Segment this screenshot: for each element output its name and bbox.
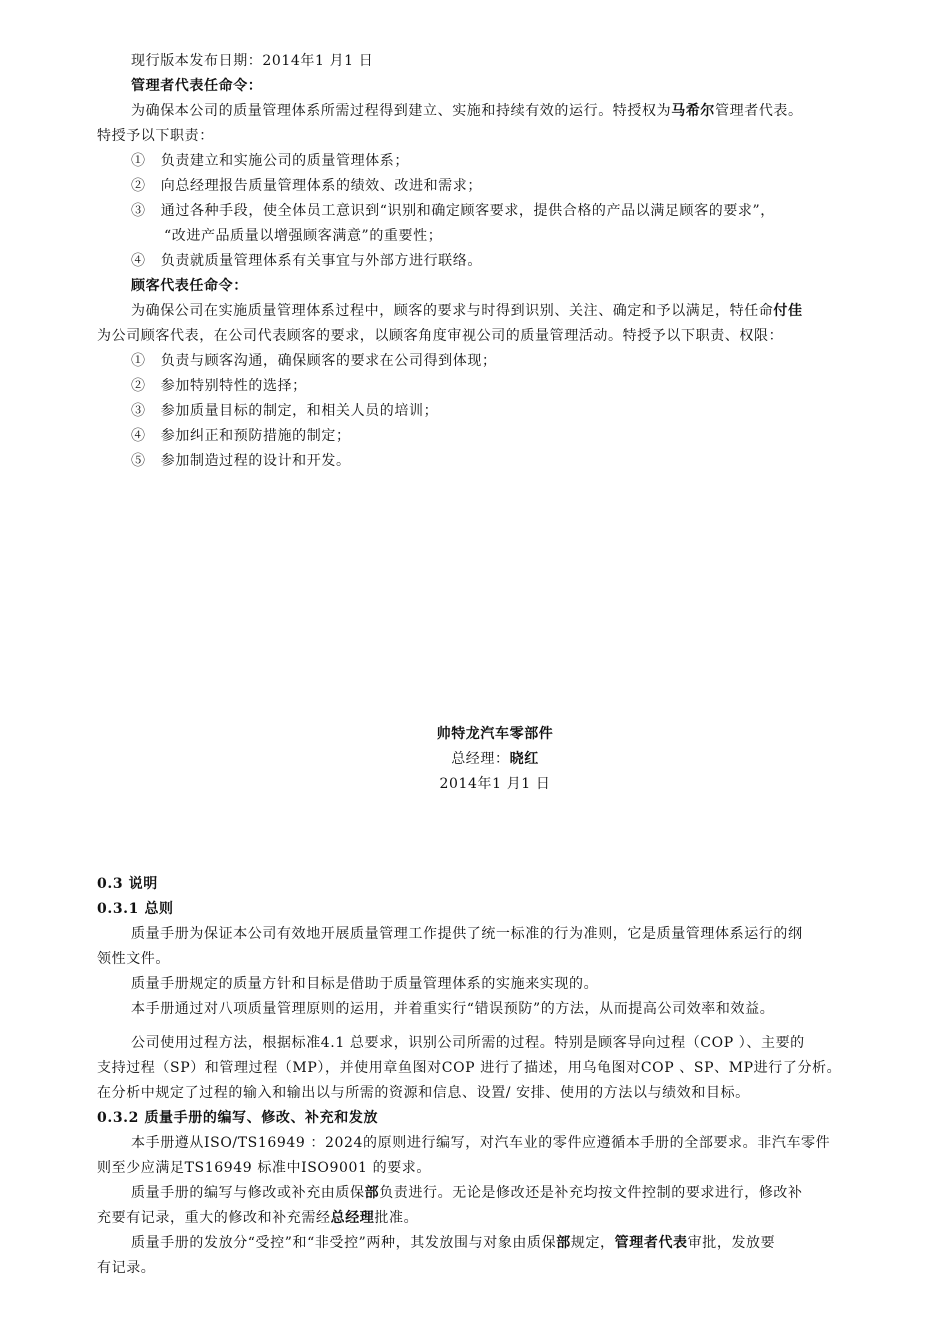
paragraph-line [131, 1233, 775, 1253]
text-run: 规定， [570, 1235, 615, 1251]
list-text: 向总经理报告质量管理体系的绩效、改进和需求； [160, 178, 482, 194]
list-text: 通过各种手段，使全体员工意识到“识别和确定顾客要求，提供合格的产品以满足顾客的要求”， [160, 203, 775, 219]
paragraph-line: 在分析中规定了过程的输入和输出以与所需的资源和信息、设置/ 安排、使用的方法以与绩效和目标。 [97, 1085, 750, 1101]
mgmt-rep-heading: 管理者代表任命令： [131, 78, 263, 94]
signature-gm [0, 749, 950, 769]
paragraph-line: 公司使用过程方法，根据标准4.1 总要求，识别公司所需的过程。特别是顾客导向过程（COP ）、主要的 [131, 1035, 805, 1051]
list-number: ① [131, 353, 146, 369]
list-item [131, 251, 482, 271]
paragraph-line: 支持过程（SP）和管理过程（MP），并使用章鱼图对COP 进行了描述，用乌龟图对COP 、SP、MP进行了分析。 [97, 1060, 842, 1076]
subsection-heading: 0.3.2 质量手册的编写、修改、补充和发放 [97, 1110, 379, 1126]
list-number: ② [131, 378, 146, 394]
mgmt-rep-intro-cont: 特授予以下职责： [97, 128, 214, 144]
list-item [131, 451, 351, 471]
text-run: 审批，发放要 [687, 1235, 776, 1251]
mgmt-rep-intro-tail: 管理者代表。 [715, 103, 803, 119]
list-number: ① [131, 153, 146, 169]
paragraph-line: 质量手册规定的质量方针和目标是借助于质量管理体系的实施来实现的。 [131, 976, 599, 992]
list-item [131, 351, 497, 371]
mgmt-rep-intro [131, 101, 803, 121]
mgmt-rep-name: 马希尔 [671, 103, 716, 119]
paragraph-line [131, 1183, 803, 1203]
list-number: ④ [131, 428, 146, 444]
list-number: ⑤ [131, 453, 146, 469]
bold-run: 总经理 [330, 1210, 375, 1226]
cust-rep-intro-cont: 为公司顾客代表，在公司代表顾客的要求，以顾客角度审视公司的质量管理活动。特授予以下职责、权限： [97, 328, 784, 344]
cust-rep-heading: 顾客代表任命令： [131, 278, 248, 294]
mgmt-rep-intro-text: 为确保本公司的质量管理体系所需过程得到建立、实施和持续有效的运行。特授权为 [131, 103, 672, 119]
list-text: 负责建立和实施公司的质量管理体系； [160, 153, 409, 169]
paragraph-line: 本手册通过对八项质量管理原则的运用，并着重实行“错误预防”的方法，从而提高公司效率和效益。 [131, 1001, 775, 1017]
list-number: ③ [131, 403, 146, 419]
list-item-cont: “改进产品质量以增强顾客满意”的重要性； [164, 228, 443, 244]
paragraph-line [97, 1208, 418, 1228]
signature-company: 帅特龙汽车零部件 [436, 726, 554, 742]
signature-date: 2014年1 月1 日 [439, 776, 551, 792]
list-item [131, 426, 351, 446]
list-item [131, 201, 775, 221]
list-item [131, 151, 409, 171]
bold-run: 部 [556, 1235, 571, 1251]
gm-label: 总经理： [451, 751, 510, 767]
text-run: 负责进行。无论是修改还是补充均按文件控制的要求进行，修改补 [379, 1185, 803, 1201]
list-text: 参加制造过程的设计和开发。 [160, 453, 351, 469]
list-item [131, 401, 438, 421]
cust-rep-name: 付佳 [773, 303, 803, 319]
paragraph-line: 则至少应满足TS16949 标准中ISO9001 的要求。 [97, 1160, 431, 1176]
text-run: 质量手册的发放分“受控”和“非受控”两种，其发放围与对象由质保 [131, 1235, 557, 1251]
list-item [131, 376, 307, 396]
paragraph-line: 质量手册为保证本公司有效地开展质量管理工作提供了统一标准的行为准则，它是质量管理体系运行的纲 [131, 926, 803, 942]
subsection-heading: 0.3.1 总则 [97, 901, 174, 917]
paragraph-line: 领性文件。 [97, 951, 170, 967]
bold-run: 部 [364, 1185, 380, 1201]
bold-run: 管理者代表 [614, 1235, 688, 1251]
list-item [131, 176, 482, 196]
gm-name: 晓红 [509, 751, 539, 767]
paragraph-line: 有记录。 [97, 1260, 156, 1276]
text-run: 充要有记录，重大的修改和补充需经 [97, 1210, 331, 1226]
list-text: 负责与顾客沟通，确保顾客的要求在公司得到体现； [160, 353, 497, 369]
paragraph-line: 本手册遵从ISO/TS16949 ：2024的原则进行编写，对汽车业的零件应遵循本手册的全部要求。非汽车零件 [131, 1135, 831, 1151]
list-text: 参加纠正和预防措施的制定； [160, 428, 351, 444]
list-text: 参加特别特性的选择； [160, 378, 307, 394]
text-run: 批准。 [374, 1210, 419, 1226]
list-text: 负责就质量管理体系有关事宜与外部方进行联络。 [160, 253, 482, 269]
list-number: ④ [131, 253, 146, 269]
list-number: ③ [131, 203, 146, 219]
text-run: 质量手册的编写与修改或补充由质保 [131, 1185, 365, 1201]
list-text: 参加质量目标的制定，和相关人员的培训； [160, 403, 439, 419]
list-number: ② [131, 178, 146, 194]
cust-rep-intro [131, 301, 803, 321]
release-date-line: 现行版本发布日期：2014年1 月1 日 [131, 53, 374, 69]
cust-rep-intro-text: 为确保公司在实施质量管理体系过程中，顾客的要求与时得到识别、关注、确定和予以满足，特任命 [131, 303, 774, 319]
section-heading: 0.3 说明 [97, 876, 158, 892]
